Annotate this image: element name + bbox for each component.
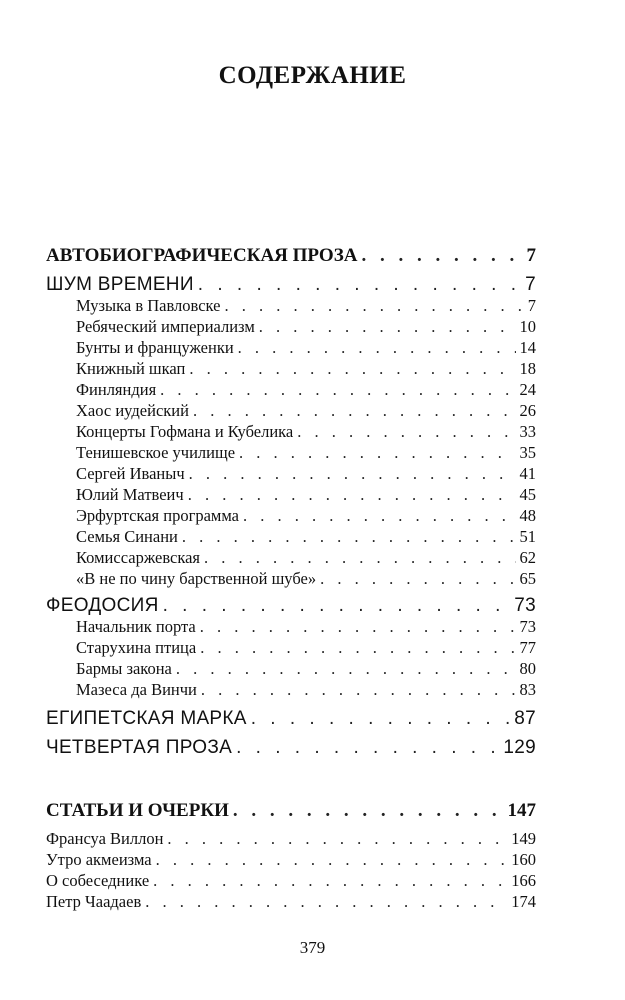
toc-page-number: 77 — [519, 638, 536, 657]
toc-page-number: 7 — [525, 274, 536, 295]
toc-chapter-heading[interactable] — [46, 737, 536, 758]
toc-page-number: 62 — [519, 548, 536, 567]
toc-page-number: 14 — [519, 338, 536, 357]
dot-leader — [225, 295, 524, 316]
toc-page-number: 7 — [527, 296, 536, 315]
dot-leader — [156, 849, 508, 870]
toc-page-number: 147 — [507, 800, 536, 821]
toc-label: «В не по чину барственной шубе» — [76, 569, 317, 588]
toc-page-number: 45 — [519, 485, 536, 504]
dot-leader — [182, 526, 516, 547]
toc-entry[interactable] — [46, 421, 536, 442]
toc-label: Книжный шкап — [76, 359, 186, 378]
toc-entry[interactable] — [46, 316, 536, 337]
toc-page-number: 26 — [519, 401, 536, 420]
toc-entry[interactable] — [46, 891, 536, 912]
dot-leader — [243, 505, 515, 526]
dot-leader — [201, 679, 516, 700]
toc-entry[interactable] — [46, 379, 536, 400]
toc-label: О собеседнике — [46, 871, 150, 890]
toc-label: Утро акмеизма — [46, 850, 152, 869]
dot-leader — [259, 316, 516, 337]
toc-entry[interactable] — [46, 679, 536, 700]
dot-leader — [200, 637, 515, 658]
toc-label: Музыка в Павловске — [76, 296, 221, 315]
toc-label: АВТОБИОГРАФИЧЕСКАЯ ПРОЗА — [46, 245, 358, 266]
toc-label: Франсуа Виллон — [46, 829, 164, 848]
dot-leader — [320, 568, 515, 589]
dot-leader — [160, 379, 515, 400]
toc-page-number: 149 — [511, 829, 536, 848]
toc-entry[interactable] — [46, 547, 536, 568]
dot-leader — [188, 484, 516, 505]
toc-entry[interactable] — [46, 400, 536, 421]
toc-page-number: 41 — [519, 464, 536, 483]
toc-entry-list — [46, 616, 536, 700]
toc-entry[interactable] — [46, 337, 536, 358]
toc-entry[interactable] — [46, 637, 536, 658]
toc-label: Комиссаржевская — [76, 548, 201, 567]
toc-page-number: 83 — [519, 680, 536, 699]
toc-label: Начальник порта — [76, 617, 196, 636]
toc-part-heading[interactable] — [46, 800, 536, 821]
toc-entry[interactable] — [46, 505, 536, 526]
dot-leader — [233, 800, 504, 821]
page-folio-number: 379 — [299, 938, 326, 957]
toc-page-number: 10 — [519, 317, 536, 336]
toc-label: Финляндия — [76, 380, 157, 399]
dot-leader — [167, 828, 507, 849]
toc-entry[interactable] — [46, 870, 536, 891]
toc-label: Мазеса да Винчи — [76, 680, 197, 699]
toc-label: Бармы закона — [76, 659, 172, 678]
toc-page-number: 48 — [519, 506, 536, 525]
dot-leader — [251, 708, 511, 729]
toc-page-number: 18 — [519, 359, 536, 378]
toc-page-number: 73 — [514, 595, 536, 616]
toc-page-number: 87 — [514, 708, 536, 729]
toc-label: Сергей Иваныч — [76, 464, 185, 483]
dot-leader — [153, 870, 507, 891]
toc-label: Бунты и француженки — [76, 338, 234, 357]
toc-label: ЧЕТВЕРТАЯ ПРОЗА — [46, 737, 233, 758]
toc-label: ФЕОДОСИЯ — [46, 595, 159, 616]
toc-page-number: 166 — [511, 871, 536, 890]
toc-page-number: 73 — [519, 617, 536, 636]
toc-page-number: 80 — [519, 659, 536, 678]
toc-label: Эрфуртская программа — [76, 506, 240, 525]
toc-page-number: 174 — [511, 892, 536, 911]
toc-label: Петр Чаадаев — [46, 892, 142, 911]
toc-chapter-heading[interactable] — [46, 274, 536, 295]
toc-label: СТАТЬИ И ОЧЕРКИ — [46, 800, 229, 821]
page-title: СОДЕРЖАНИЕ — [218, 62, 407, 89]
toc-chapter-heading[interactable] — [46, 708, 536, 729]
toc-page-number: 35 — [519, 443, 536, 462]
toc-entry[interactable] — [46, 526, 536, 547]
toc-page-number: 160 — [511, 850, 536, 869]
dot-leader — [176, 658, 516, 679]
toc-entry[interactable] — [46, 463, 536, 484]
dot-leader — [189, 358, 515, 379]
dot-leader — [236, 737, 499, 758]
toc-page-number: 7 — [526, 245, 536, 266]
dot-leader — [198, 274, 521, 295]
toc-entry-list — [46, 828, 536, 912]
toc-label: Старухина птица — [76, 638, 197, 657]
toc-entry[interactable] — [46, 358, 536, 379]
dot-leader — [238, 337, 516, 358]
dot-leader — [297, 421, 515, 442]
toc-page-number: 33 — [519, 422, 536, 441]
toc-page-number: 129 — [503, 737, 536, 758]
toc-page-number: 51 — [519, 527, 536, 546]
toc-page-number: 65 — [519, 569, 536, 588]
toc-page-number: 24 — [519, 380, 536, 399]
toc-entry[interactable] — [46, 568, 536, 589]
toc-section-autobiographical — [46, 245, 536, 758]
dot-leader — [361, 245, 522, 266]
dot-leader — [193, 400, 516, 421]
toc-entry[interactable] — [46, 616, 536, 637]
toc-section-articles — [46, 800, 536, 912]
toc-entry-list — [46, 295, 536, 589]
toc-label: ШУМ ВРЕМЕНИ — [46, 274, 194, 295]
dot-leader — [204, 547, 515, 568]
dot-leader — [239, 442, 515, 463]
toc-label: Семья Синани — [76, 527, 178, 546]
dot-leader — [200, 616, 516, 637]
toc-entry[interactable] — [46, 295, 536, 316]
toc-label: Концерты Гофмана и Кубелика — [76, 422, 294, 441]
toc-label: ЕГИПЕТСКАЯ МАРКА — [46, 708, 247, 729]
toc-entry[interactable] — [46, 658, 536, 679]
toc-part-heading[interactable] — [46, 245, 536, 266]
toc-entry[interactable] — [46, 849, 536, 870]
toc-chapter-heading[interactable] — [46, 595, 536, 616]
toc-label: Ребяческий империализм — [76, 317, 255, 336]
toc-label: Юлий Матвеич — [76, 485, 184, 504]
dot-leader — [189, 463, 516, 484]
dot-leader — [163, 595, 511, 616]
toc-entry[interactable] — [46, 828, 536, 849]
toc-entry[interactable] — [46, 442, 536, 463]
toc-label: Тенишевское училище — [76, 443, 236, 462]
toc-label: Хаос иудейский — [76, 401, 189, 420]
toc-entry[interactable] — [46, 484, 536, 505]
dot-leader — [145, 891, 507, 912]
